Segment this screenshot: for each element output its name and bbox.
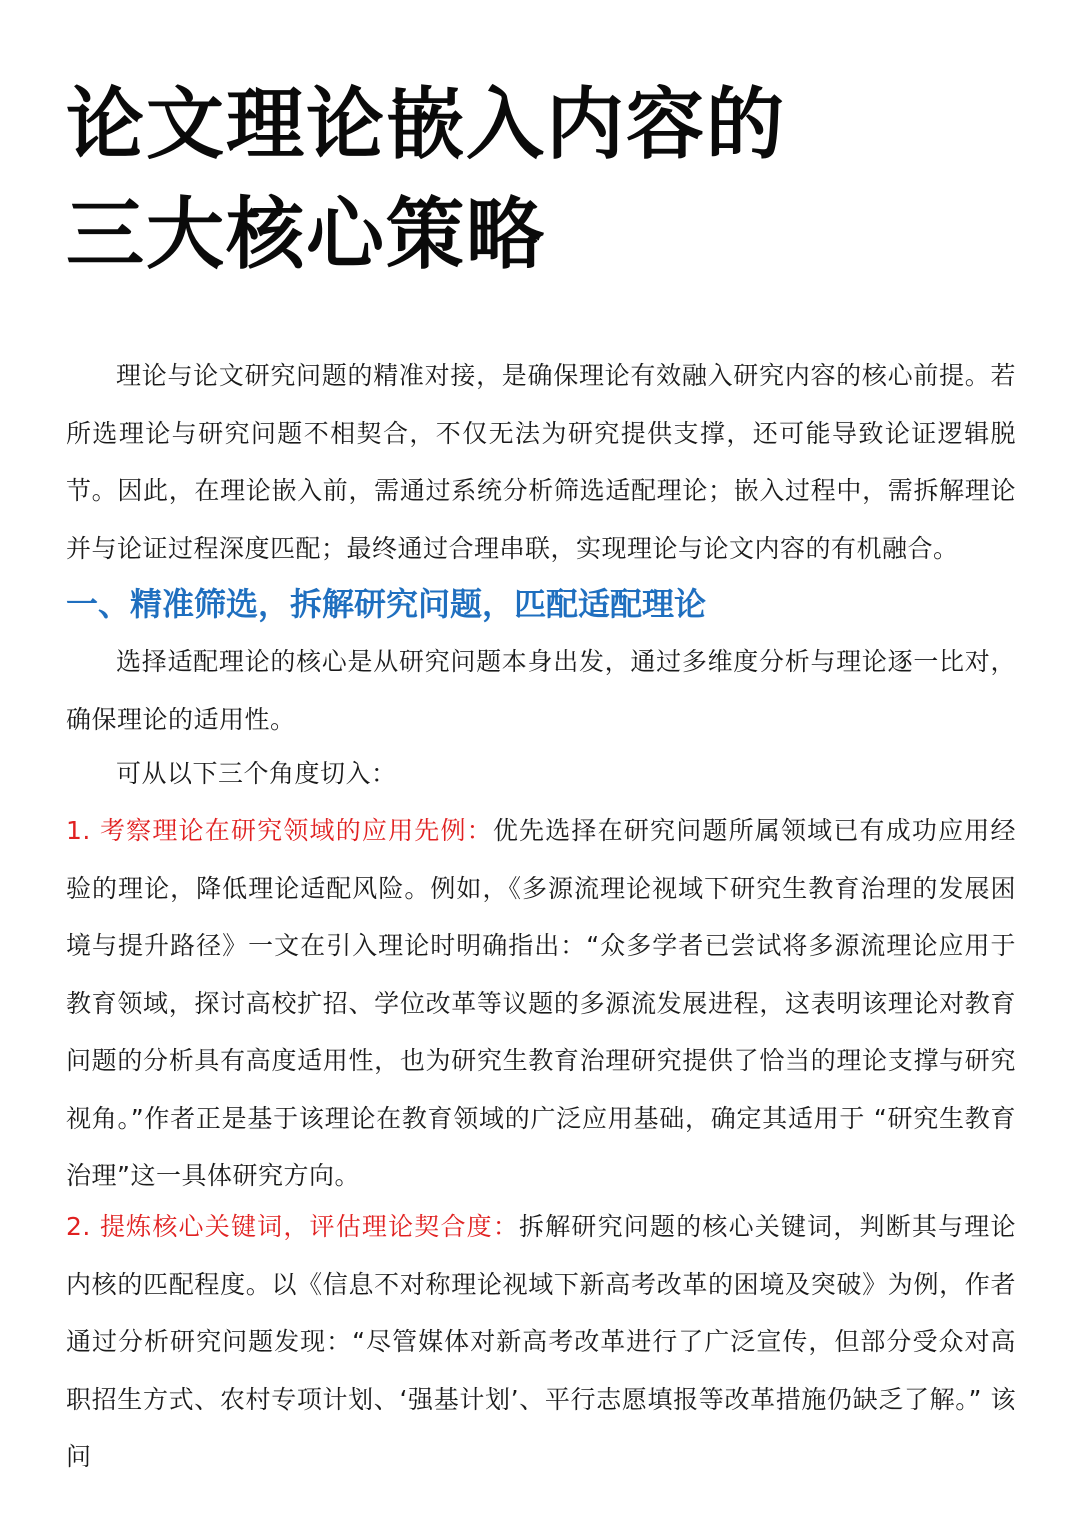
page-title	[66, 70, 786, 290]
list-item-label: 1. 考察理论在研究领域的应用先例：	[66, 816, 493, 845]
list-item-text: 优先选择在研究问题所属领域已有成功应用经验的理论，降低理论适配风险。例如，《多源流理论视域下研究生教育治理的发展困境与提升路径》一文在引入理论时明确指出：“众多学者已尝试将多源流理论应用于教育领域，探讨高校扩招、学位改革等议题的多源流发展进程，这表明该理论对教育问题的分析具有高度适用性，也为研究生教育治理研究提供了恰当的理论支撑与研究视角。”作者正是基于该理论在教育领域的广泛应用基础，确定其适用于 “研究生教育治理”这一具体研究方向。	[66, 816, 1016, 1190]
intro-paragraph: 理论与论文研究问题的精准对接，是确保理论有效融入研究内容的核心前提。若所选理论与研究问题不相契合，不仅无法为研究提供支撑，还可能导致论证逻辑脱节。因此，在理论嵌入前，需通过系统分析筛选适配理论；嵌入过程中，需拆解理论并与论证过程深度匹配；最终通过合理串联，实现理论与论文内容的有机融合。	[66, 361, 1016, 563]
list-item	[66, 1198, 1016, 1486]
title-line-2: 三大核心策略	[66, 190, 547, 280]
list-item-text: 拆解研究问题的核心关键词，判断其与理论内核的匹配程度。以《信息不对称理论视域下新高考改革的困境及突破》为例，作者通过分析研究问题发现：“尽管媒体对新高考改革进行了广泛宣传，但部分受众对高职招生方式、农村专项计划、‘强基计划’、平行志愿填报等改革措施仍缺乏了解。” 该问	[66, 1212, 1016, 1471]
list-item-label: 2. 提炼核心关键词，评估理论契合度：	[66, 1212, 520, 1241]
section-1-heading: 一、精准筛选，拆解研究问题，匹配适配理论	[66, 585, 707, 623]
angles-intro-paragraph: 可从以下三个角度切入：	[116, 759, 397, 788]
list-item	[66, 802, 1016, 1205]
title-line-1: 论文理论嵌入内容的	[66, 80, 787, 170]
section-1-lead-paragraph: 选择适配理论的核心是从研究问题本身出发，通过多维度分析与理论逐一比对，确保理论的适用性。	[66, 647, 1016, 734]
